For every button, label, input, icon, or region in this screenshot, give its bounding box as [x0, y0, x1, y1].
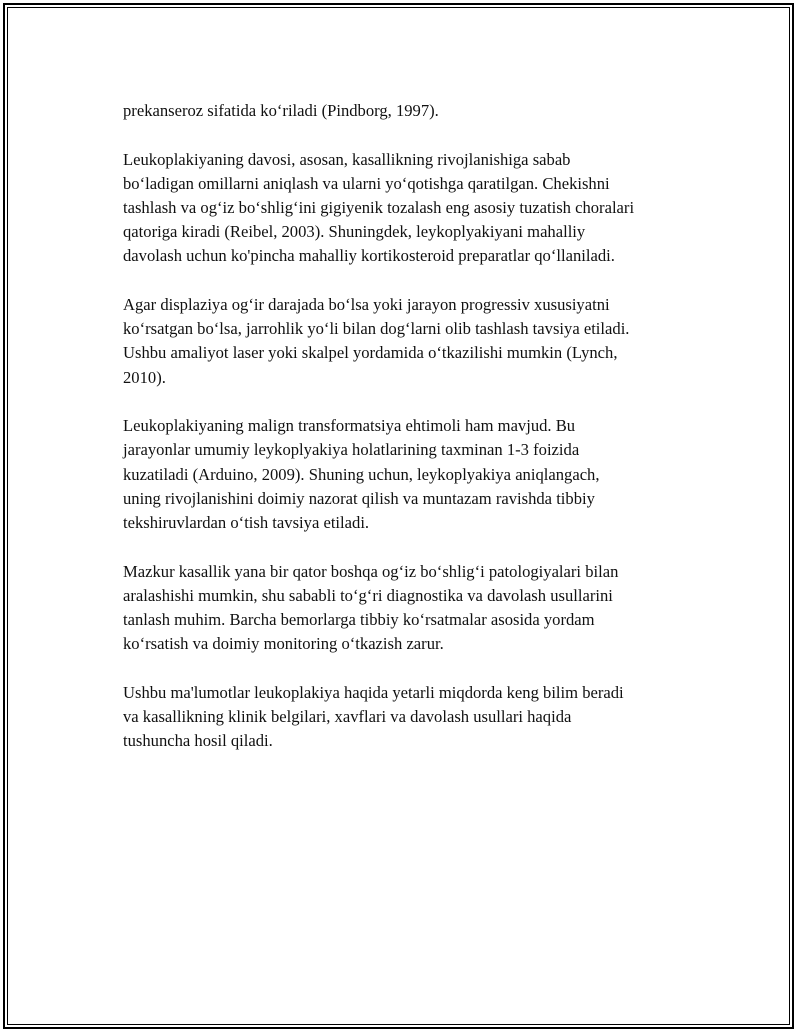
paragraph-conclusion: Ushbu ma'lumotlar leukoplakiya haqida yetarli miqdorda keng bilim beradi va kasallikning klinik belgilari, xavflari va davolash usullari haqida tushuncha hosil qiladi.: [123, 682, 624, 751]
page-border: [3, 3, 794, 1029]
paragraph-continuation: prekanseroz sifatida ko‘riladi (Pindborg, 1997).: [123, 101, 439, 120]
paragraph-surgery: Agar displaziya og‘ir darajada bo‘lsa yoki jarayon progressiv xususiyatni ko‘rsatgan bo‘lsa, jarrohlik yo‘li bilan dog‘larni olib tashlash tavsiya etiladi. Ushbu amaliyot laser yoki skalpel yordamida o‘tkazilishi mumkin (Lynch, 2010).: [123, 295, 630, 387]
paragraph-treatment: Leukoplakiyaning davosi, asosan, kasallikning rivojlanishiga sabab bo‘ladigan omillarni aniqlash va ularni yo‘qotishga qaratilgan. Chekishni tashlash va og‘iz bo‘shlig‘ini gigiyenik tozalash eng asosiy tuzatish choralari qatoriga kiradi (Reibel, 2003). Shuningdek, leykoplyakiyani mahalliy davolash uchun ko'pincha mahalliy kortikosteroid preparatlar qo‘llaniladi.: [123, 149, 635, 266]
paragraph-malignant-transformation: Leukoplakiyaning malign transformatsiya ehtimoli ham mavjud. Bu jarayonlar umumiy leykoplyakiya holatlarining taxminan 1-3 foizida kuzatiladi (Arduino, 2009). Shuning uchun, leykoplyakiya aniqlangach, uning rivojlanishini doimiy nazorat qilish va muntazam ravishda tibbiy tekshiruvlardan o‘tish tavsiya etiladi.: [123, 416, 600, 533]
paragraph-differential-diagnosis: Mazkur kasallik yana bir qator boshqa og‘iz bo‘shlig‘i patologiyalari bilan aralashishi mumkin, shu sababli to‘g‘ri diagnostika va davolash usullarini tanlash muhim. Barcha bemorlarga tibbiy ko‘rsatmalar asosida yordam ko‘rsatish va doimiy monitoring o‘tkazish zarur.: [123, 561, 619, 654]
document-body: [123, 99, 703, 778]
